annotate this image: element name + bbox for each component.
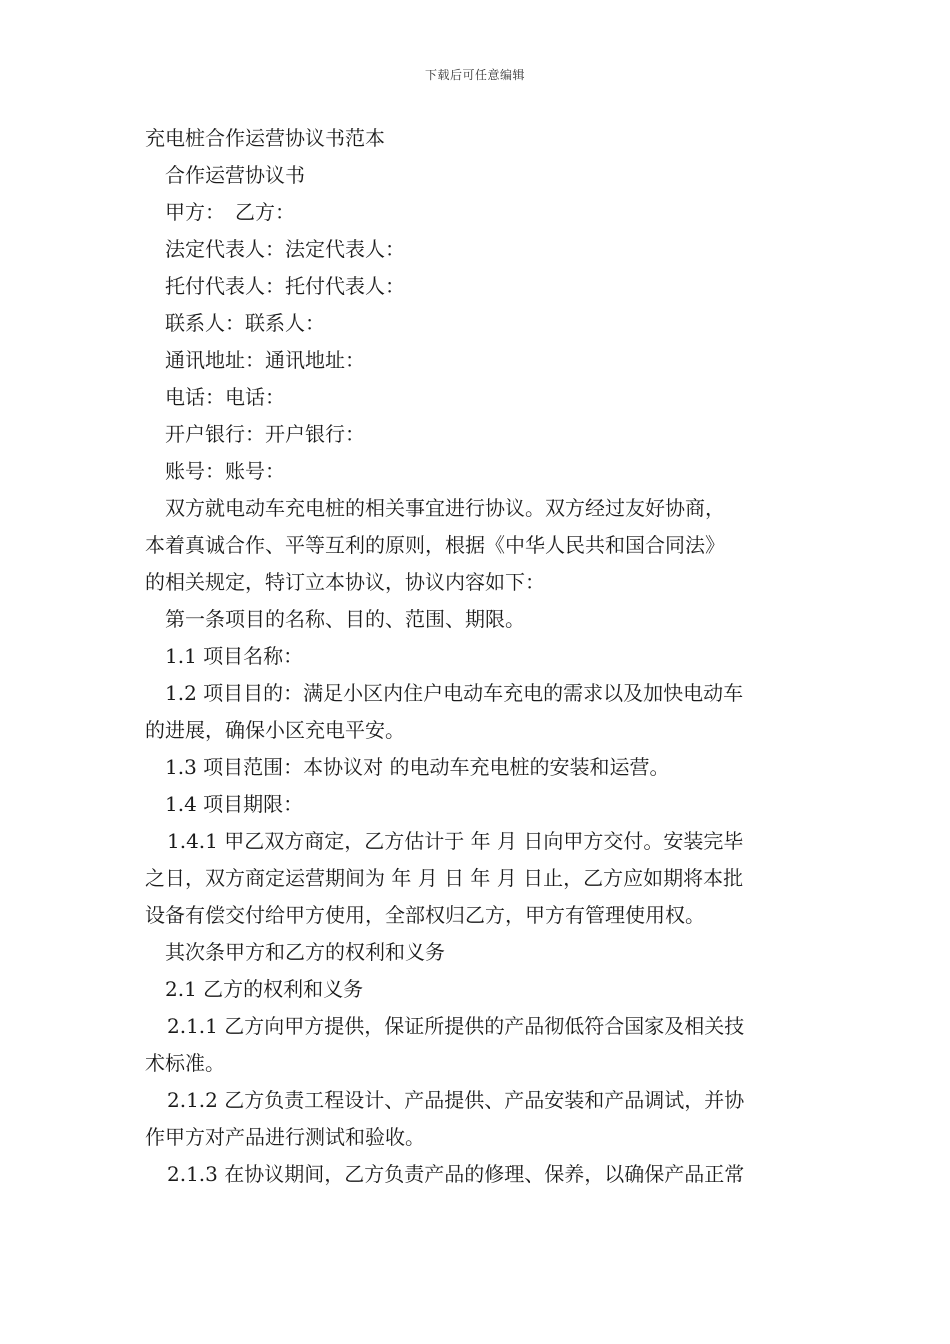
address-line: 通讯地址：通讯地址： [165,348,365,372]
header-note: 下载后可任意编辑 [424,68,525,82]
legal-rep-line: 法定代表人：法定代表人： [165,237,405,261]
item-1-4-1-line: 1.4.1 甲乙双方商定，乙方估计于 年 月 日向甲方交付。安装完毕 [167,829,744,853]
item-2-1-1-line: 术标准。 [145,1051,225,1075]
item-1-4-1-line: 设备有偿交付给甲方使用，全部权归乙方，甲方有管理使用权。 [145,903,705,927]
item-1-3: 1.3 项目范围：本协议对 的电动车充电桩的安装和运营。 [165,755,670,779]
article1-heading: 第一条项目的名称、目的、范围、期限。 [165,607,525,631]
phone-line: 电话：电话： [165,385,285,409]
item-2-1-2-line: 2.1.2 乙方负责工程设计、产品提供、产品安装和产品调试，并协 [167,1088,745,1112]
item-2-1-1-line: 2.1.1 乙方向甲方提供，保证所提供的产品彻低符合国家及相关技 [167,1014,745,1038]
document-body [145,120,805,1193]
item-1-4: 1.4 项目期限： [165,792,304,816]
item-1-2-line: 1.2 项目目的：满足小区内住户电动车充电的需求以及加快电动车 [165,681,744,705]
intro-line: 双方就电动车充电桩的相关事宜进行协议。双方经过友好协商， [165,496,725,520]
agent-line: 托付代表人：托付代表人： [165,274,405,298]
item-2-1-3: 2.1.3 在协议期间，乙方负责产品的修理、保养，以确保产品正常 [167,1162,745,1186]
document-title: 充电桩合作运营协议书范本 [145,126,385,150]
account-line: 账号：账号： [165,459,285,483]
item-1-1: 1.1 项目名称： [165,644,304,668]
document-subtitle: 合作运营协议书 [165,163,305,187]
contact-line: 联系人：联系人： [165,311,325,335]
bank-line: 开户银行：开户银行： [165,422,365,446]
item-1-2-line: 的进展，确保小区充电平安。 [145,718,405,742]
item-1-4-1-line: 之日，双方商定运营期间为 年 月 日 年 月 日止，乙方应如期将本批 [145,866,744,890]
intro-line: 的相关规定，特订立本协议，协议内容如下： [145,570,545,594]
article2-heading: 其次条甲方和乙方的权利和义务 [165,940,445,964]
item-2-1: 2.1 乙方的权利和义务 [165,977,364,1001]
party-line: 甲方： 乙方： [165,200,295,224]
intro-line: 本着真诚合作、平等互利的原则，根据《中华人民共和国合同法》 [145,533,725,557]
item-2-1-2-line: 作甲方对产品进行测试和验收。 [145,1125,425,1149]
